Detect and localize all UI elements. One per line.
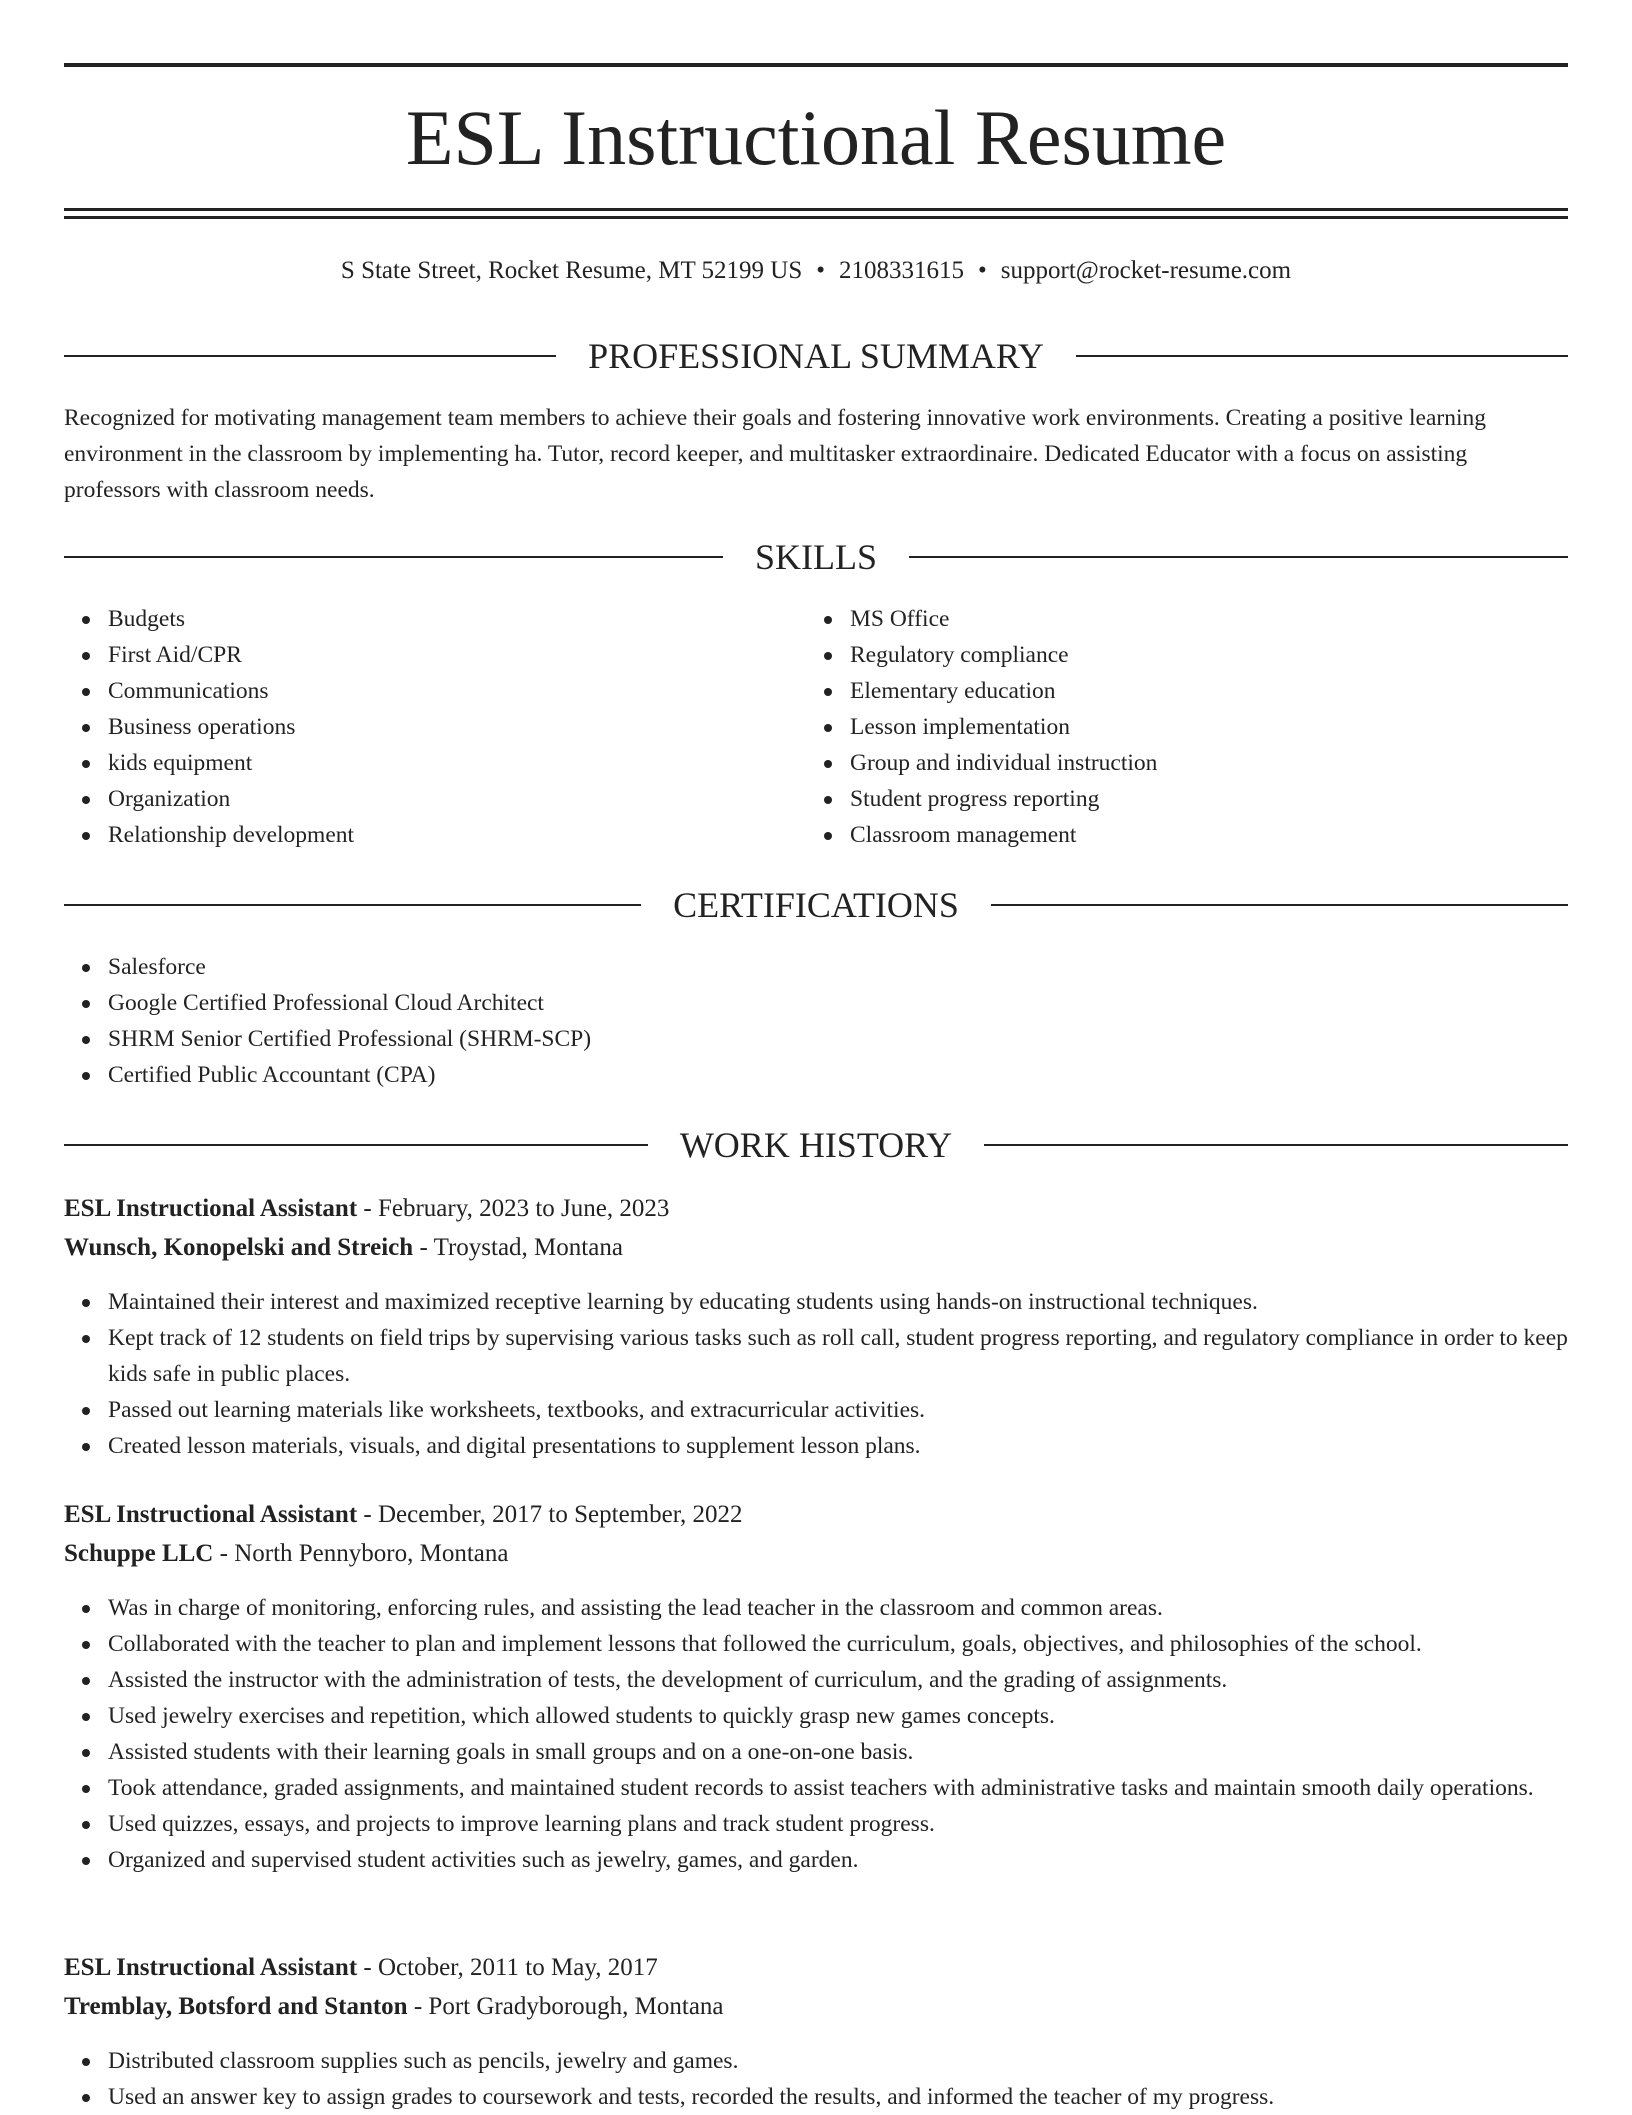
section-heading-summary	[64, 334, 1568, 378]
job-location: Troystad, Montana	[433, 1234, 623, 1261]
job-bullet: Was in charge of monitoring, enforcing rules, and assisting the lead teacher in the classroom and common areas.	[108, 1590, 1568, 1626]
certification-item: Certified Public Accountant (CPA)	[108, 1057, 1568, 1093]
skill-item: Regulatory compliance	[850, 637, 1550, 673]
certifications-list	[64, 949, 1568, 1093]
section-title: CERTIFICATIONS	[673, 885, 959, 925]
section-title: SKILLS	[755, 537, 878, 577]
section-heading-skills	[64, 535, 1568, 579]
heading-rule	[909, 556, 1568, 558]
job-company-line: Schuppe LLC - North Pennyboro, Montana	[64, 1540, 509, 1567]
job-title-line: ESL Instructional Assistant - February, 2023 to June, 2023	[64, 1195, 670, 1222]
job-bullet: Used an answer key to assign grades to coursework and tests, recorded the results, and informed the teacher of my progress.	[108, 2079, 1568, 2115]
top-rule	[64, 63, 1568, 67]
heading-rule	[64, 556, 723, 558]
certification-item: Salesforce	[108, 949, 1568, 985]
job-bullet: Collaborated with the teacher to plan and implement lessons that followed the curriculum, goals, objectives, and philosophies of the school.	[108, 1626, 1568, 1662]
resume-title: ESL Instructional Resume	[405, 94, 1227, 181]
section-title: PROFESSIONAL SUMMARY	[588, 336, 1044, 376]
skills-list-right	[806, 601, 1550, 853]
skill-item: kids equipment	[108, 745, 808, 781]
heading-rule	[991, 904, 1568, 906]
job-company: Tremblay, Botsford and Stanton	[64, 1993, 408, 2020]
job-bullet: Maintained their interest and maximized receptive learning by educating students using hands-on instructional techniques.	[108, 1284, 1568, 1320]
job-dates: February, 2023 to June, 2023	[377, 1195, 670, 1222]
skill-item: Organization	[108, 781, 808, 817]
heading-rule	[984, 1144, 1568, 1146]
contact-separator: •	[978, 257, 987, 284]
skill-item: Classroom management	[850, 817, 1550, 853]
contact-line	[64, 253, 1568, 289]
job-company: Schuppe LLC	[64, 1540, 214, 1567]
job-bullet: Distributed classroom supplies such as pencils, jewelry and games.	[108, 2043, 1568, 2079]
job-dates: October, 2011 to May, 2017	[377, 1954, 658, 1981]
job-bullets	[64, 1284, 1568, 1464]
job-location: Port Gradyborough, Montana	[428, 1993, 724, 2020]
skill-item: Group and individual instruction	[850, 745, 1550, 781]
job-bullet: Assisted students with their learning goals in small groups and on a one-on-one basis.	[108, 1734, 1568, 1770]
job-bullets	[64, 1590, 1568, 1878]
job-bullets	[64, 2043, 1568, 2115]
job-dates: December, 2017 to September, 2022	[377, 1501, 743, 1528]
heading-rule	[64, 904, 641, 906]
title-rule-lower	[64, 216, 1568, 219]
skill-item: First Aid/CPR	[108, 637, 808, 673]
skill-item: MS Office	[850, 601, 1550, 637]
certification-item: Google Certified Professional Cloud Architect	[108, 985, 1568, 1021]
title-rule-upper	[64, 208, 1568, 211]
job-bullet: Took attendance, graded assignments, and maintained student records to assist teachers with administrative tasks and maintain smooth daily operations.	[108, 1770, 1568, 1806]
job-location: North Pennyboro, Montana	[234, 1540, 509, 1567]
job-title-line: ESL Instructional Assistant - October, 2011 to May, 2017	[64, 1954, 658, 1981]
section-heading-work-history	[64, 1123, 1568, 1167]
contact-address: S State Street, Rocket Resume, MT 52199 US	[340, 257, 803, 284]
job-title: ESL Instructional Assistant	[64, 1195, 358, 1222]
job-bullet: Organized and supervised student activities such as jewelry, games, and garden.	[108, 1842, 1568, 1878]
contact-phone: 2108331615	[839, 257, 965, 284]
skill-item: Relationship development	[108, 817, 808, 853]
contact-separator: •	[816, 257, 826, 284]
job-bullet: Kept track of 12 students on field trips by supervising various tasks such as roll call, student progress reporting, and regulatory compliance in order to keep kids safe in public places.	[108, 1320, 1568, 1392]
skill-item: Elementary education	[850, 673, 1550, 709]
summary-text: Recognized for motivating management team members to achieve their goals and fostering innovative work environments. Creating a positive learning environment in the classroom by implementing ha. Tutor, record keeper, and multitasker extraordinaire. Dedicated Educator with a focus on assisting professors with classroom needs.	[64, 405, 1486, 503]
job-bullet: Created lesson materials, visuals, and digital presentations to supplement lesson plans.	[108, 1428, 1568, 1464]
job-bullet: Assisted the instructor with the administration of tests, the development of curriculum, and the grading of assignments.	[108, 1662, 1568, 1698]
job-company-line: Wunsch, Konopelski and Streich - Troystad, Montana	[64, 1234, 623, 1261]
job-title: ESL Instructional Assistant	[64, 1954, 358, 1981]
job-title: ESL Instructional Assistant	[64, 1501, 358, 1528]
job-bullet: Used quizzes, essays, and projects to improve learning plans and track student progress.	[108, 1806, 1568, 1842]
section-title: WORK HISTORY	[679, 1125, 953, 1165]
heading-rule	[64, 355, 556, 357]
skill-item: Student progress reporting	[850, 781, 1550, 817]
contact-email[interactable]: support@rocket-resume.com	[1000, 257, 1292, 284]
job-company: Wunsch, Konopelski and Streich	[64, 1234, 414, 1261]
skill-item: Budgets	[108, 601, 808, 637]
certification-item: SHRM Senior Certified Professional (SHRM-SCP)	[108, 1021, 1568, 1057]
skills-list-left	[64, 601, 808, 853]
job-bullet: Passed out learning materials like worksheets, textbooks, and extracurricular activities.	[108, 1392, 1568, 1428]
job-company-line: Tremblay, Botsford and Stanton - Port Gradyborough, Montana	[64, 1993, 724, 2020]
skill-item: Communications	[108, 673, 808, 709]
skill-item: Lesson implementation	[850, 709, 1550, 745]
skill-item: Business operations	[108, 709, 808, 745]
heading-rule	[1076, 355, 1568, 357]
heading-rule	[64, 1144, 648, 1146]
section-heading-certifications	[64, 883, 1568, 927]
job-title-line: ESL Instructional Assistant - December, 2017 to September, 2022	[64, 1501, 743, 1528]
job-bullet: Used jewelry exercises and repetition, which allowed students to quickly grasp new games concepts.	[108, 1698, 1568, 1734]
